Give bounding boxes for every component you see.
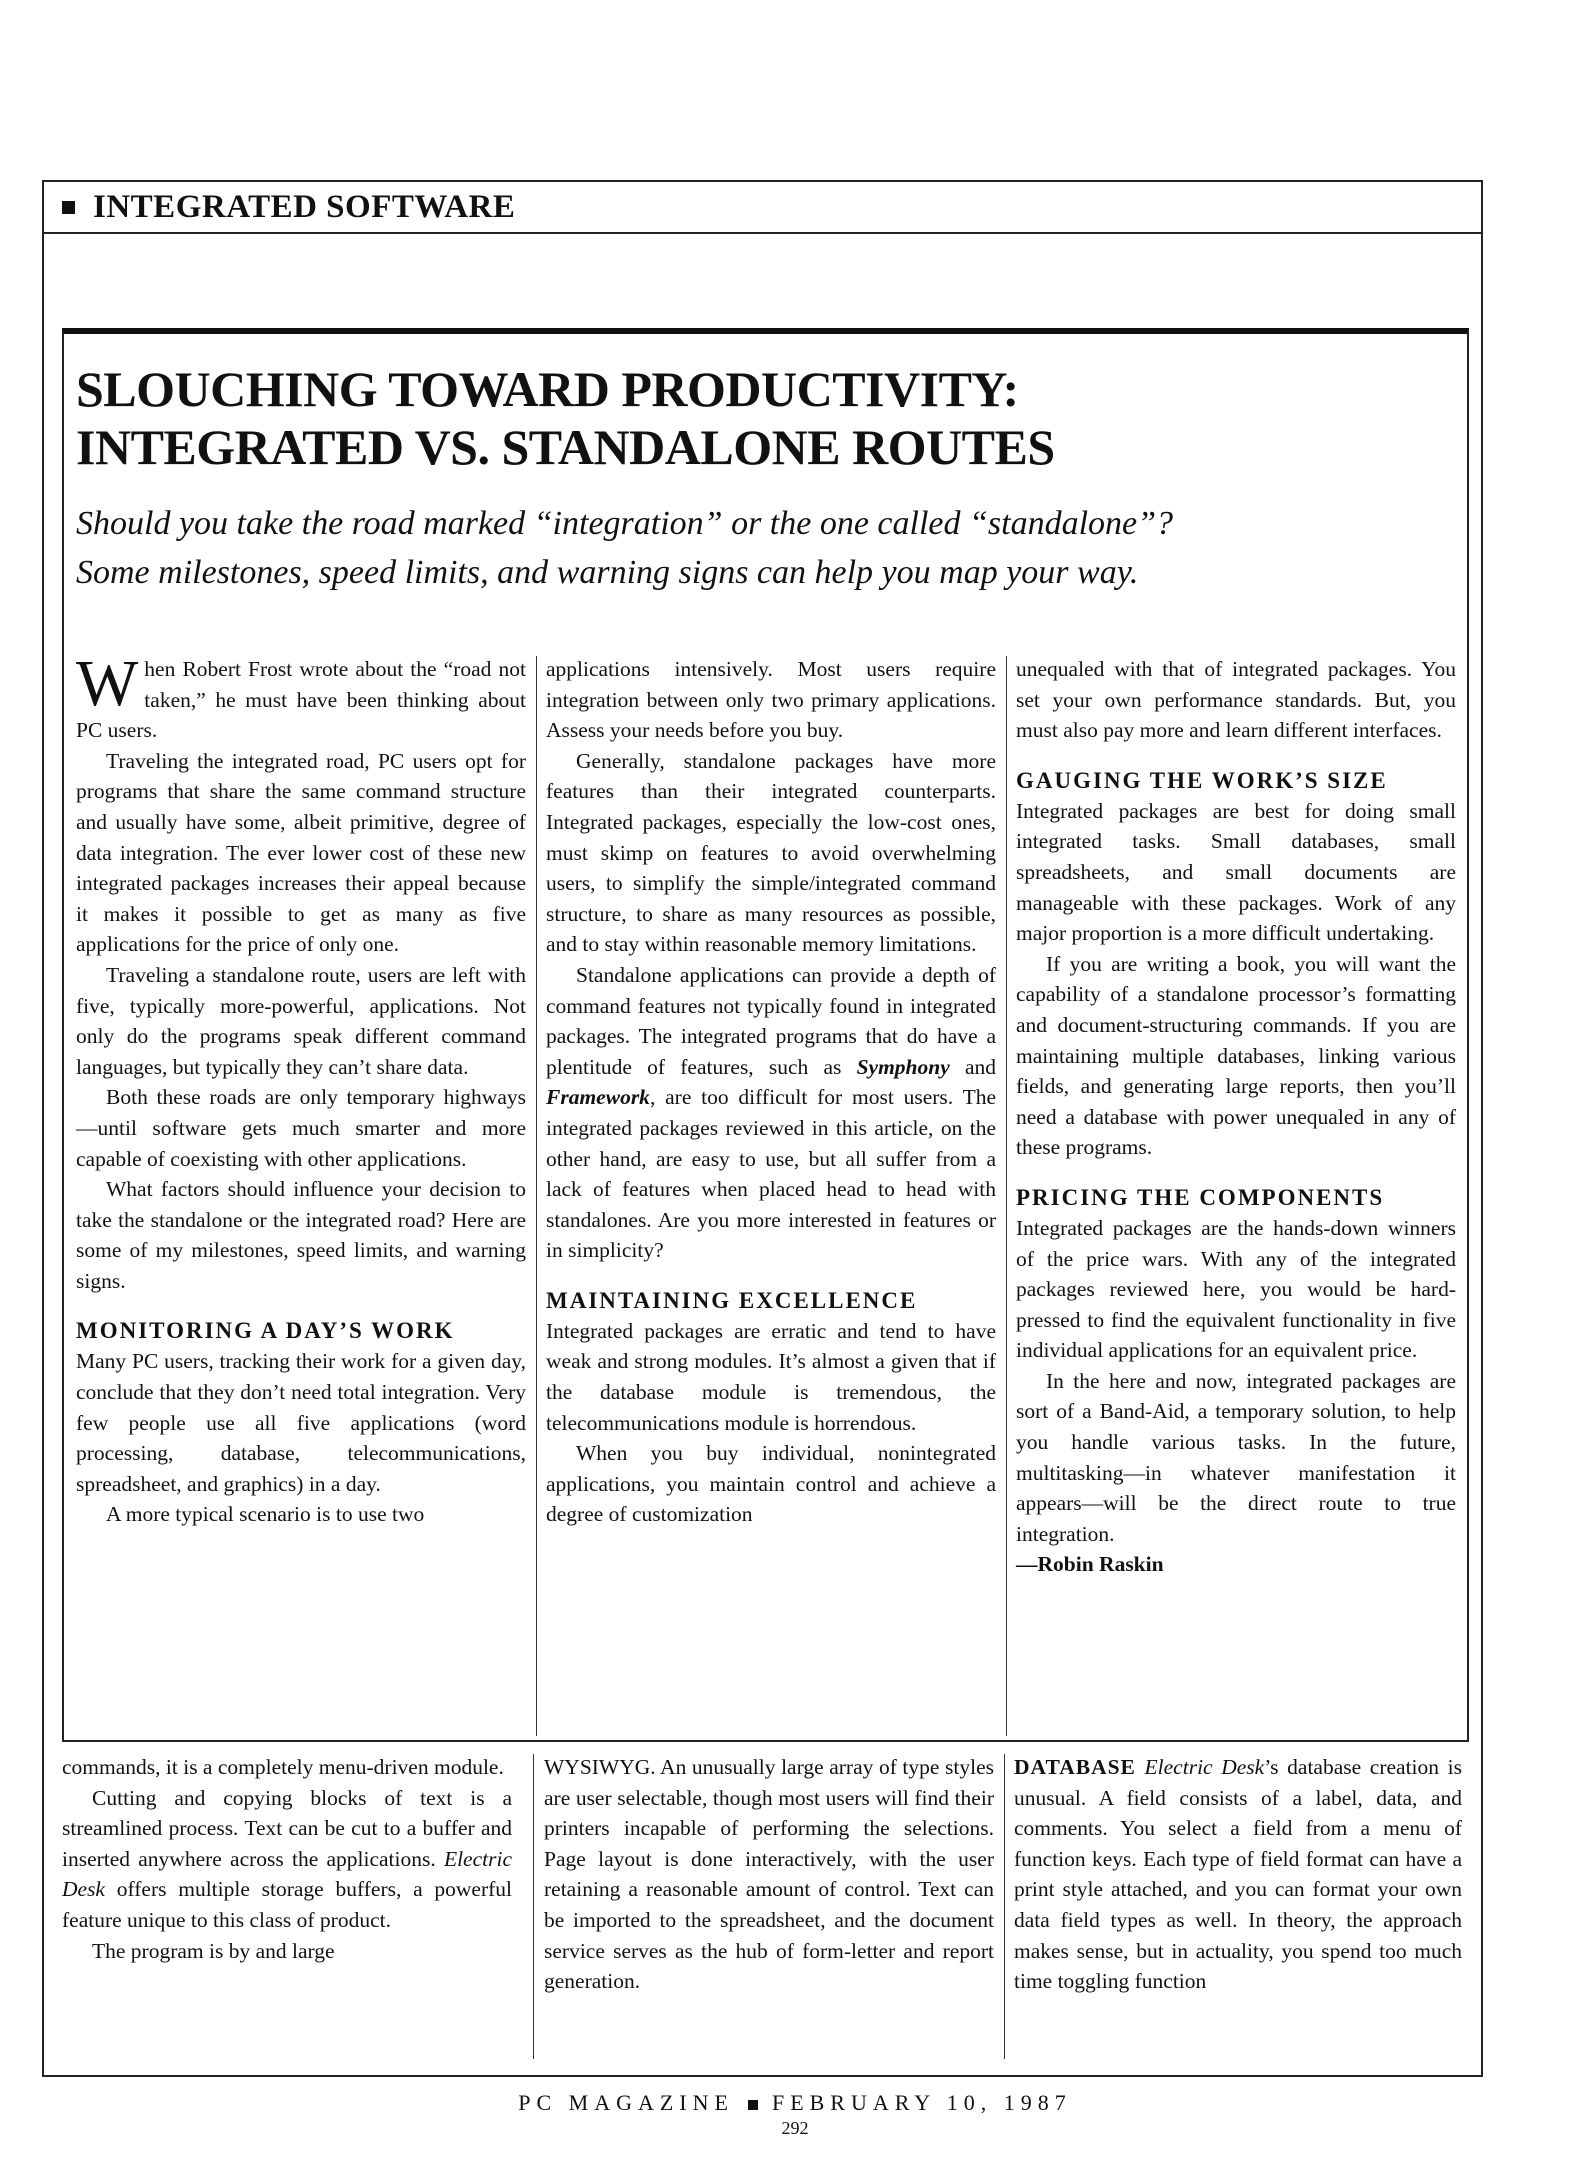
column-2 (546, 654, 996, 1530)
deck-line: Should you take the road marked “integration” or the one called “standalone”? (76, 505, 1174, 542)
byline: —Robin Raskin (1016, 1552, 1164, 1577)
paragraph: Integrated packages are erratic and tend to have weak and strong modules. It’s almost a given that if the database module is tremendous, the telecommunications module is horrendous. (546, 1318, 996, 1435)
subhead: PRICING THE COMPONENTS (1016, 1184, 1385, 1210)
bottom-column-2 (544, 1752, 994, 1997)
paragraph (1014, 1752, 1462, 1997)
paragraph: unequaled with that of integrated packages. You set your own performance standards. But, you must also pay more and learn different interfaces. (1016, 657, 1456, 743)
sidebar-article (62, 328, 1469, 1742)
article-title (76, 360, 1455, 476)
bullet-icon (62, 201, 75, 214)
issue-date: FEBRUARY 10, 1987 (771, 2090, 1072, 2115)
product-name: Framework (546, 1085, 650, 1110)
paragraph: Traveling the integrated road, PC users opt for programs that share the same command structure and usually have some, albeit primitive, degree of data integration. The ever lower cost of these new integrated packages increases their appeal because it makes it possible to get as many as five applications for the price of only one. (76, 748, 526, 957)
subhead: MONITORING A DAY’S WORK (76, 1318, 455, 1344)
bottom-column-1 (62, 1752, 512, 1966)
column-rule (536, 656, 537, 1736)
column-1 (76, 647, 526, 1530)
paragraph-text: , are too difficult for most users. The integrated packages reviewed in this article, on the other hand, are easy to use, but all suffer from a lack of features when placed head to head with standalones. Are you more interested in features or in simplicity? (546, 1085, 996, 1263)
subhead: GAUGING THE WORK’S SIZE (1016, 767, 1388, 793)
section-header-text: INTEGRATED SOFTWARE (93, 188, 516, 225)
paragraph: A more typical scenario is to use two (106, 1502, 425, 1527)
column-rule (533, 1754, 534, 2059)
paragraph-text: hen Robert Frost wrote about the “road not taken,” he must have been thinking about PC users. (76, 657, 526, 743)
article-deck (76, 499, 1455, 597)
paragraph-text: Cutting and copying blocks of text is a streamlined process. Text can be cut to a buffer and inserted anywhere across the applications. (62, 1785, 512, 1871)
drop-cap: W (76, 647, 139, 720)
paragraph: applications intensively. Most users require integration between only two primary applications. Assess your needs before you buy. (546, 657, 996, 743)
run-in-head: DATABASE (1014, 1755, 1136, 1779)
column-3 (1016, 654, 1456, 1580)
section-header (44, 182, 1481, 234)
paragraph: In the here and now, integrated packages are sort of a Band-Aid, a temporary solution, to help you handle various tasks. In the future, multitasking—in whatever manifestation it appears—will be the direct route to true integration. (1016, 1368, 1456, 1546)
paragraph: Many PC users, tracking their work for a given day, conclude that they don’t need total integration. Very few people use all five applications (word processing, database, telecommunications, spreadsheet, and graphics) in a day. (76, 1349, 526, 1496)
paragraph-text: Standalone applications can provide a depth of command features not typically found in integrated packages. The integrated programs that do have a plentitude of features, such as (546, 962, 996, 1079)
paragraph-text: and (949, 1054, 996, 1079)
bullet-icon (748, 2100, 758, 2110)
paragraph: commands, it is a completely menu-driven module. (62, 1755, 504, 1779)
paragraph-text: offers multiple storage buffers, a powerful feature unique to this class of product. (62, 1877, 512, 1932)
product-name: Symphony (856, 1054, 950, 1079)
paragraph (546, 960, 996, 1266)
paragraph: When you buy individual, nonintegrated applications, you maintain control and achieve a degree of customization (546, 1441, 996, 1527)
title-line: SLOUCHING TOWARD PRODUCTIVITY: (76, 361, 1019, 417)
paragraph: Traveling a standalone route, users are left with five, typically more-powerful, applications. Not only do the programs speak different command languages, but typically they can’t share data. (76, 962, 526, 1079)
paragraph (62, 1783, 512, 1936)
magazine-name: PC MAGAZINE (518, 2090, 734, 2115)
page-number: 292 (781, 2118, 809, 2138)
bottom-column-3 (1014, 1752, 1462, 1997)
paragraph (76, 647, 526, 746)
subhead: MAINTAINING EXCELLENCE (546, 1287, 918, 1313)
paragraph: The program is by and large (92, 1938, 335, 1963)
paragraph: What factors should influence your decision to take the standalone or the integrated road? Here are some of my milestones, speed limits, and warning signs. (76, 1177, 526, 1293)
deck-line: Some milestones, speed limits, and warning signs can help you map your way. (76, 554, 1139, 591)
paragraph: WYSIWYG. An unusually large array of type styles are user selectable, though most users will find their printers incapable of performing the selections. Page layout is done interactively, with the user retaining a reasonable amount of control. Text can be imported to the spreadsheet, and the document service serves as the hub of form-letter and report generation. (544, 1755, 994, 1994)
paragraph-text: ’s database creation is unusual. A field consists of a label, data, and comments. You select a field from a menu of function keys. Each type of field format can have a print style attached, and you can format your own data field types as well. In theory, the approach makes sense, but in actuality, you spend too much time toggling function (1014, 1755, 1462, 1994)
paragraph: Generally, standalone packages have more features than their integrated counterparts. Integrated packages, especially the low-cost ones, must skimp on features to avoid overwhelming users, to simplify the simple/integrated command structure, to share as many resources as possible, and to stay within reasonable memory limitations. (546, 748, 996, 957)
title-line: INTEGRATED VS. STANDALONE ROUTES (76, 419, 1055, 475)
paragraph: Integrated packages are the hands-down winners of the price wars. With any of the integrated packages reviewed here, you would be hard-pressed to find the equivalent functionality in five individual applications for an equivalent price. (1016, 1215, 1456, 1363)
column-rule (1004, 1754, 1005, 2059)
paragraph: Both these roads are only temporary highways—until software gets much smarter and more capable of coexisting with other applications. (76, 1085, 526, 1171)
column-rule (1006, 656, 1007, 1736)
page-footer (0, 2090, 1590, 2116)
product-name: Electric Desk (1144, 1755, 1265, 1779)
page-frame (42, 180, 1483, 2077)
paragraph: If you are writing a book, you will want the capability of a standalone processor’s formatting and document-structuring commands. If you are maintaining multiple databases, linking various fields, and generating large reports, then you’ll need a database with power unequaled in any of these programs. (1016, 951, 1456, 1160)
paragraph: Integrated packages are best for doing small integrated tasks. Small databases, small spreadsheets, and small documents are manageable with these packages. Work of any major proportion is a more difficult undertaking. (1016, 798, 1456, 946)
product-name: Electric Desk (62, 1846, 512, 1902)
